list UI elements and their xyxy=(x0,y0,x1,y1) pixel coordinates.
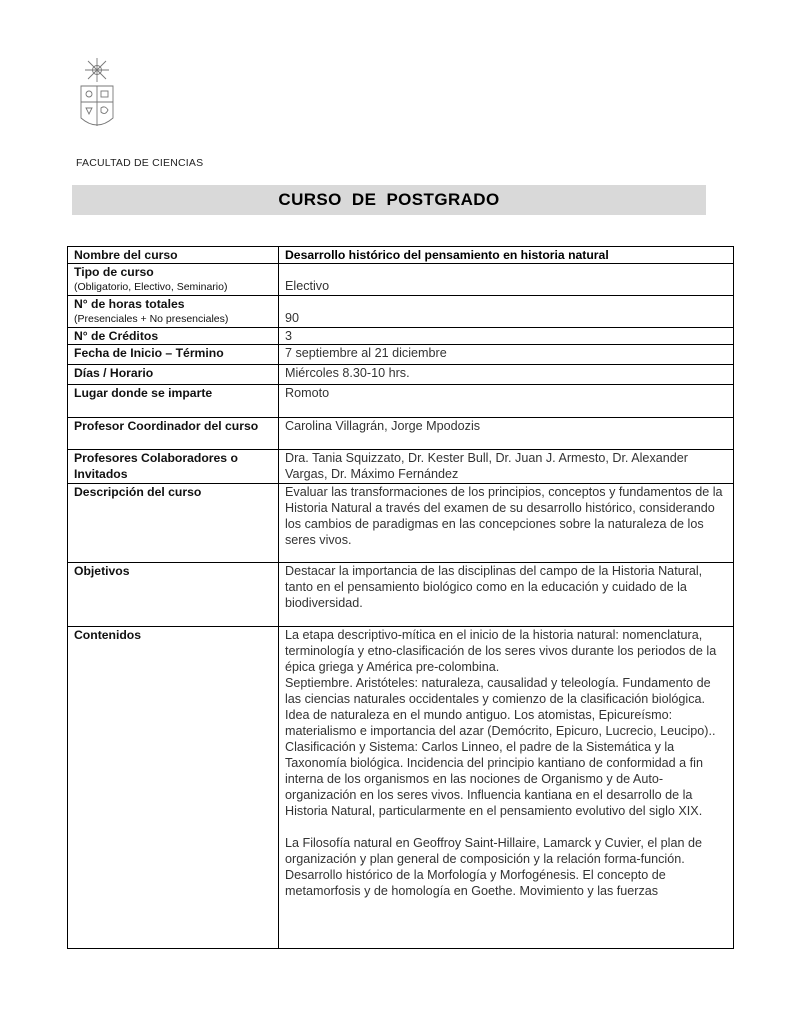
value-fecha: 7 septiembre al 21 diciembre xyxy=(279,345,734,365)
contenidos-paragraph-1: La etapa descriptivo-mítica en el inicio de la historia natural: nomenclatura, terminología y etno-clasificación de los seres vivos durante los periodos de la épica griega y América pre-colombina. xyxy=(285,628,717,674)
row-coordinador xyxy=(68,418,734,450)
label-coordinador: Profesor Coordinador del curso xyxy=(68,418,279,450)
label-horas-main: N° de horas totales xyxy=(74,297,185,311)
university-seal-logo xyxy=(78,56,118,134)
label-horas xyxy=(68,296,279,328)
row-horas xyxy=(68,296,734,328)
value-descripcion: Evaluar las transformaciones de los principios, conceptos y fundamentos de la Historia Natural a través del examen de su desarrollo histórico, considerando los cambios de paradigmas en las concepciones sobre la naturaleza de los seres vivos. xyxy=(279,484,734,563)
label-creditos: N° de Créditos xyxy=(68,328,279,345)
label-lugar: Lugar donde se imparte xyxy=(68,385,279,418)
row-lugar xyxy=(68,385,734,418)
row-tipo xyxy=(68,264,734,296)
value-horas: 90 xyxy=(279,296,734,328)
label-objetivos: Objetivos xyxy=(68,563,279,627)
label-tipo-sub: (Obligatorio, Electivo, Seminario) xyxy=(74,281,228,293)
label-dias: Días / Horario xyxy=(68,365,279,385)
row-creditos xyxy=(68,328,734,345)
row-fecha xyxy=(68,345,734,365)
row-nombre xyxy=(68,247,734,264)
contenidos-paragraph-3: Idea de naturaleza en el mundo antiguo. Los atomistas, Epicureísmo: materialismo e importancia del azar (Demócrito, Epicuro, Lucrecio, Leucipo).. Clasificación y Sistema: Carlos Linneo, el padre de la Sistemática y la Taxonomía biológica. Incidencia del principio kantiano de conformidad a fin interna de los organismos en las nociones de Organismo y de Auto-organización en los seres vivos. Influencia kantiana en el desarrollo de la Historia Natural, particularmente en el pensamiento evolutivo del siglo XIX. xyxy=(285,708,716,818)
value-lugar: Romoto xyxy=(279,385,734,418)
label-tipo xyxy=(68,264,279,296)
row-contenidos xyxy=(68,627,734,949)
paragraph-spacer xyxy=(285,819,727,835)
row-descripcion xyxy=(68,484,734,563)
label-nombre: Nombre del curso xyxy=(68,247,279,264)
row-colaboradores xyxy=(68,450,734,484)
course-info-table xyxy=(67,246,734,949)
value-dias: Miércoles 8.30-10 hrs. xyxy=(279,365,734,385)
label-horas-sub: (Presenciales + No presenciales) xyxy=(74,313,229,325)
value-objetivos: Destacar la importancia de las disciplinas del campo de la Historia Natural, tanto en el pensamiento biológico como en la educación y cuidado de la biodiversidad. xyxy=(279,563,734,627)
faculty-name: FACULTAD DE CIENCIAS xyxy=(76,157,204,169)
page-title: CURSO DE POSTGRADO xyxy=(278,190,500,209)
label-fecha: Fecha de Inicio – Término xyxy=(68,345,279,365)
label-tipo-main: Tipo de curso xyxy=(74,265,154,279)
label-contenidos: Contenidos xyxy=(68,627,279,949)
label-colaboradores: Profesores Colaboradores o Invitados xyxy=(68,450,279,484)
value-creditos: 3 xyxy=(279,328,734,345)
label-descripcion: Descripción del curso xyxy=(68,484,279,563)
value-colaboradores: Dra. Tania Squizzato, Dr. Kester Bull, Dr. Juan J. Armesto, Dr. Alexander Vargas, Dr. Máximo Fernández xyxy=(279,450,734,484)
title-banner xyxy=(72,185,706,215)
row-objetivos xyxy=(68,563,734,627)
contenidos-paragraph-5: Desarrollo histórico de la Morfología y Morfogénesis. El concepto de metamorfosis y de homología en Goethe. Movimiento y las fuerzas xyxy=(285,868,666,898)
value-nombre: Desarrollo histórico del pensamiento en historia natural xyxy=(279,247,734,264)
value-contenidos xyxy=(279,627,734,949)
row-dias xyxy=(68,365,734,385)
value-tipo: Electivo xyxy=(279,264,734,296)
contenidos-paragraph-4: La Filosofía natural en Geoffroy Saint-Hillaire, Lamarck y Cuvier, el plan de organización y plan general de composición y la relación forma-función. xyxy=(285,836,702,866)
value-coordinador: Carolina Villagrán, Jorge Mpodozis xyxy=(279,418,734,450)
contenidos-paragraph-2: Septiembre. Aristóteles: naturaleza, causalidad y teleología. Fundamento de las ciencias naturales occidentales y comienzo de la clasificación biológica. xyxy=(285,676,711,706)
